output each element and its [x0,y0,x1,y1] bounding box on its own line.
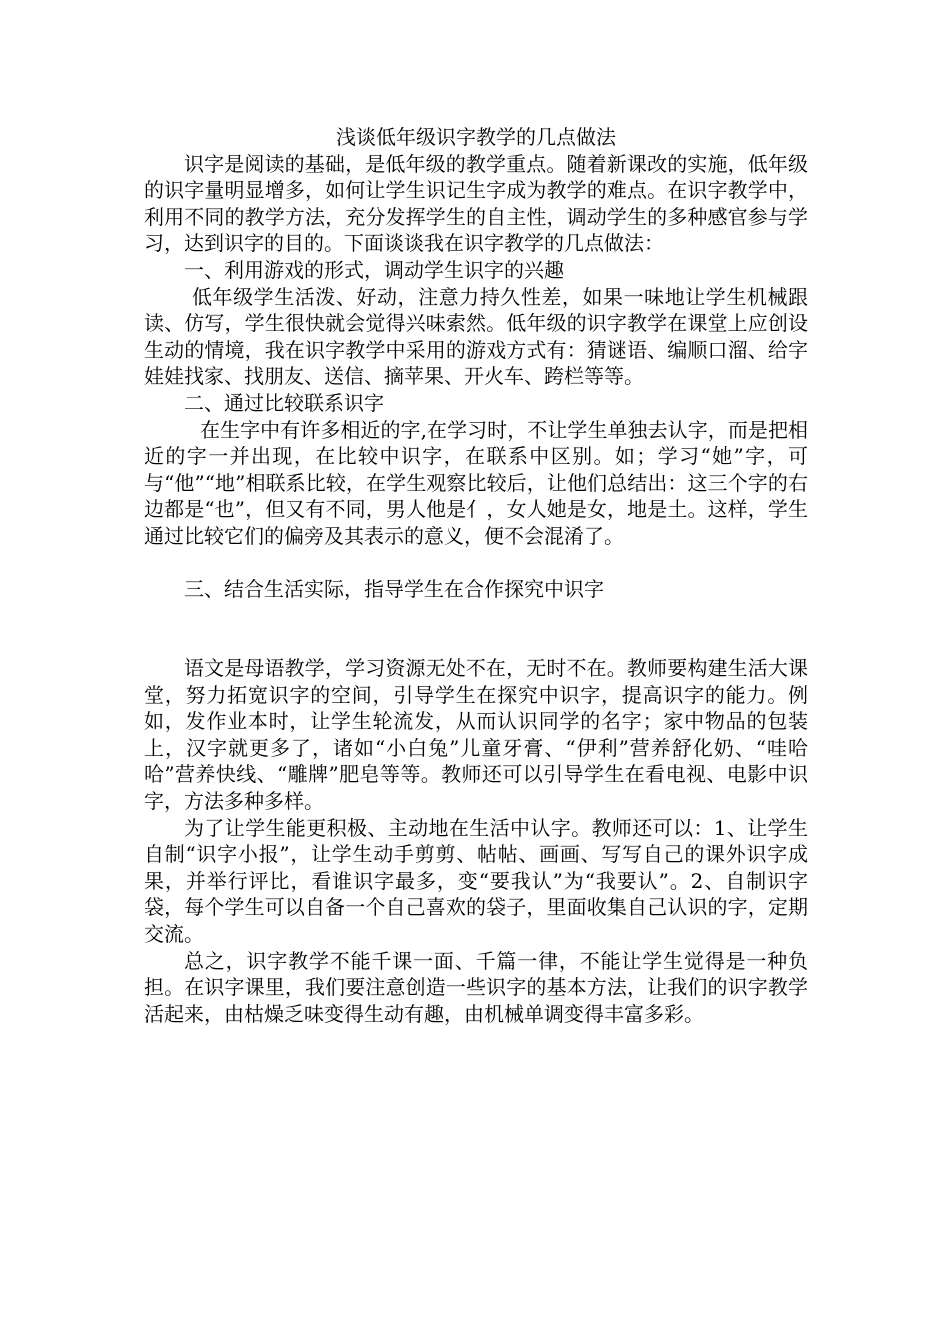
section3-paragraph-2: 为了让学生能更积极、主动地在生活中认字。教师还可以：1、让学生自制“识字小报”，让学生动手剪剪、帖帖、画画、写写自己的课外识字成果，并举行评比，看谁识字最多，变“要我认”为“我要认”。2、自制识字袋，每个学生可以自备一个自己喜欢的袋子，里面收集自己认识的字，定期交流。 [144,815,808,947]
section2-heading: 二、通过比较联系识字 [184,390,384,415]
section2-paragraph: 在生字中有许多相近的字,在学习时，不让学生单独去认字，而是把相近的字一并出现，在比较中识字，在联系中区别。如；学习“她”字，可与“他”“地”相联系比较，在学生观察比较后，让他们总结出：这三个字的右边都是“也”，但又有不同，男人他是亻，女人她是女，地是土。这样，学生通过比较它们的偏旁及其表示的意义，便不会混淆了。 [144,417,808,548]
section3-heading: 三、结合生活实际，指导学生在合作探究中识字 [184,576,604,601]
intro-paragraph: 识字是阅读的基础，是低年级的教学重点。随着新课改的实施，低年级的识字量明显增多，如何让学生识记生字成为教学的难点。在识字教学中，利用不同的教学方法，充分发挥学生的自主性，调动学生的多种感官参与学习，达到识字的目的。下面谈谈我在识字教学的几点做法： [144,151,808,256]
document-page [144,124,808,1027]
section1-paragraph: 低年级学生活泼、好动，注意力持久性差，如果一味地让学生机械跟读、仿写，学生很快就会觉得兴味索然。低年级的识字教学在课堂上应创设生动的情境，我在识字教学中采用的游戏方式有：猜谜语、编顺口溜、给字娃娃找家、找朋友、送信、摘苹果、开火车、跨栏等等。 [144,284,808,389]
document-title: 浅谈低年级识字教学的几点做法 [336,125,616,149]
section3-paragraph-1: 语文是母语教学，学习资源无处不在，无时不在。教师要构建生活大课堂，努力拓宽识字的空间，引导学生在探究中识字，提高识字的能力。例如，发作业本时，让学生轮流发，从而认识同学的名字；家中物品的包装上，汉字就更多了，诸如“小白兔”儿童牙膏、“伊利”营养舒化奶、“哇哈哈”营养快线、“雕牌”肥皂等等。教师还可以引导学生在看电视、电影中识字，方法多种多样。 [144,656,808,814]
section1-heading: 一、利用游戏的形式，调动学生识字的兴趣 [184,257,564,282]
conclusion-paragraph: 总之，识字教学不能千课一面、千篇一律，不能让学生觉得是一种负担。在识字课里，我们要注意创造一些识字的基本方法，让我们的识字教学活起来，由枯燥乏味变得生动有趣，由机械单调变得丰富多彩。 [144,948,808,1026]
